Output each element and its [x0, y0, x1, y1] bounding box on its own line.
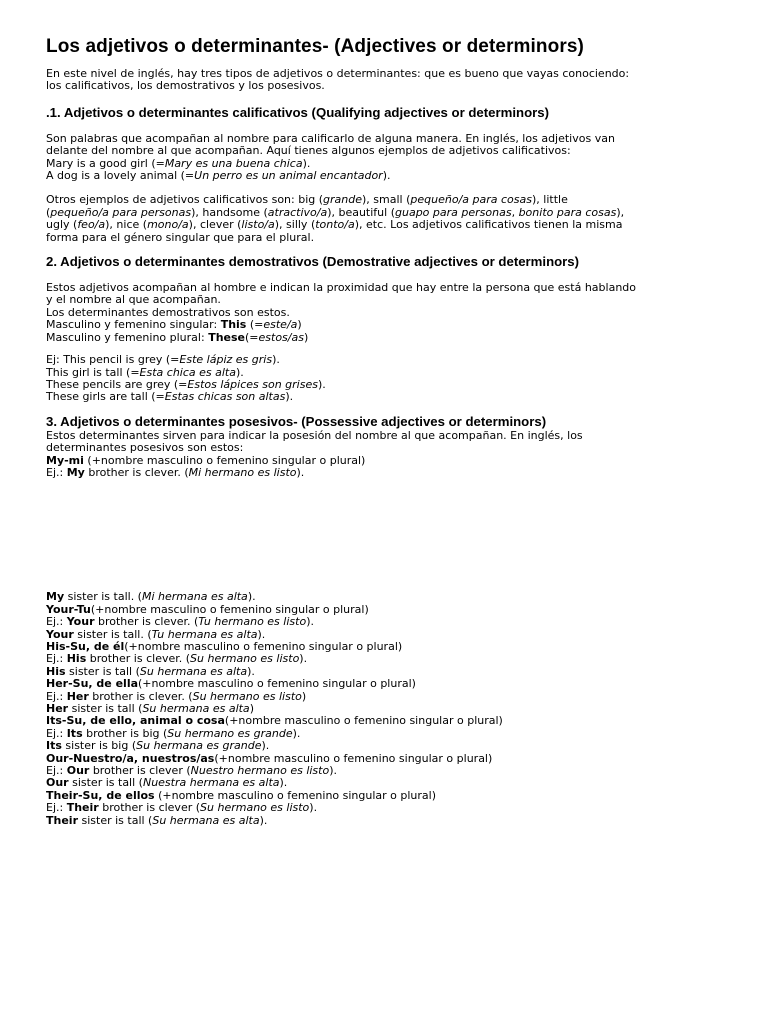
example-line: These pencils are grey (=Estos lápices son grises).	[46, 377, 326, 391]
example-line: Mary is a good girl (=Mary es una buena chica).	[46, 156, 311, 170]
text-line: forma para el género singular que para el plural.	[46, 230, 315, 244]
text-line: Masculino y femenino plural: These(=estos/as)	[46, 330, 309, 344]
list-item: My sister is tall. (Mi hermana es alta).	[46, 590, 256, 604]
text-line: Estos adjetivos acompañan al hombre e indican la proximidad que hay entre la persona que está hablando	[46, 281, 636, 295]
text-line: Los determinantes demostrativos son estos.	[46, 305, 290, 319]
list-item: Ej.: Her brother is clever. (Su hermano es listo)	[46, 689, 307, 703]
text-line: Son palabras que acompañan al nombre para calificarlo de alguna manera. En inglés, los adjetivos van	[46, 131, 615, 145]
blank-gap	[46, 479, 726, 591]
text-line: ugly (feo/a), nice (mono/a), clever (listo/a), silly (tonto/a), etc. Los adjetivos calificativos tienen la misma	[46, 218, 623, 232]
list-item: Your-Tu(+nombre masculino o femenino singular o plural)	[46, 602, 369, 616]
text-line: Estos determinantes sirven para indicar la posesión del nombre al que acompañan. En inglés, los	[46, 428, 583, 442]
text-line: (pequeño/a para personas), handsome (atractivo/a), beautiful (guapo para personas, bonito para cosas),	[46, 205, 625, 219]
list-item: Our sister is tall (Nuestra hermana es alta).	[46, 776, 288, 790]
document-page	[46, 36, 726, 827]
list-item: Ej.: Its brother is big (Su hermano es grande).	[46, 726, 301, 740]
list-item: His-Su, de él(+nombre masculino o femenino singular o plural)	[46, 639, 403, 653]
list-item: Their-Su, de ellos (+nombre masculino o femenino singular o plural)	[46, 788, 437, 802]
list-item: Our-Nuestro/a, nuestros/as(+nombre masculino o femenino singular o plural)	[46, 751, 493, 765]
possessive-paragraph	[46, 430, 726, 480]
text-line: determinantes posesivos son estos:	[46, 441, 244, 455]
demonstrative-paragraph	[46, 282, 726, 344]
example-line: This girl is tall (=Esta chica es alta).	[46, 365, 244, 379]
intro-paragraph	[46, 68, 726, 93]
list-item: His sister is tall (Su hermana es alta).	[46, 664, 255, 678]
intro-line: los calificativos, los demostrativos y los posesivos.	[46, 79, 325, 93]
intro-line: En este nivel de inglés, hay tres tipos de adjetivos o determinantes: que es bueno que vayas conociendo:	[46, 67, 630, 80]
qualifying-paragraph	[46, 133, 726, 183]
text-line: Otros ejemplos de adjetivos calificativos son: big (grande), small (pequeño/a para cosas), little	[46, 193, 568, 207]
text-line: delante del nombre al que acompañan. Aquí tienes algunos ejemplos de adjetivos calificativos:	[46, 144, 571, 158]
text-line: y el nombre al que acompañan.	[46, 293, 221, 307]
section-heading-demonstrative: 2. Adjetivos o determinantes demostrativos (Demostrative adjectives or determinors)	[46, 254, 580, 270]
section-heading-qualifying: .1. Adjetivos o determinantes calificativos (Qualifying adjectives or determinors)	[46, 104, 549, 120]
demonstrative-examples	[46, 354, 726, 404]
list-item: Its-Su, de ello, animal o cosa(+nombre masculino o femenino singular o plural)	[46, 714, 503, 728]
list-item: Ej.: Our brother is clever (Nuestro hermano es listo).	[46, 764, 337, 778]
text-line: My-mi (+nombre masculino o femenino singular o plural)	[46, 453, 366, 467]
list-item: Its sister is big (Su hermana es grande).	[46, 739, 270, 753]
list-item: Ej.: Your brother is clever. (Tu hermano es listo).	[46, 615, 314, 629]
list-item: Their sister is tall (Su hermana es alta).	[46, 813, 268, 827]
text-line: Masculino y femenino singular: This (=este/a)	[46, 318, 302, 332]
example-line: A dog is a lovely animal (=Un perro es un animal encantador).	[46, 169, 391, 183]
list-item: Her-Su, de ella(+nombre masculino o femenino singular o plural)	[46, 677, 416, 691]
section-heading-possessive: 3. Adjetivos o determinantes posesivos- (Possessive adjectives or determinors)	[46, 413, 547, 429]
qualifying-examples-paragraph	[46, 194, 726, 244]
example-line: These girls are tall (=Estas chicas son altas).	[46, 390, 294, 404]
list-item: Her sister is tall (Su hermana es alta)	[46, 702, 254, 715]
list-item: Ej.: Their brother is clever (Su hermano es listo).	[46, 801, 318, 815]
list-item: Ej.: His brother is clever. (Su hermano es listo).	[46, 652, 308, 666]
example-line: Ej.: My brother is clever. (Mi hermano es listo).	[46, 465, 305, 479]
example-line: Ej: This pencil is grey (=Este lápiz es gris).	[46, 353, 280, 367]
possessive-list	[46, 591, 726, 827]
page-title: Los adjetivos o determinantes- (Adjectives or determinors)	[46, 36, 584, 57]
list-item: Your sister is tall. (Tu hermana es alta).	[46, 627, 266, 641]
